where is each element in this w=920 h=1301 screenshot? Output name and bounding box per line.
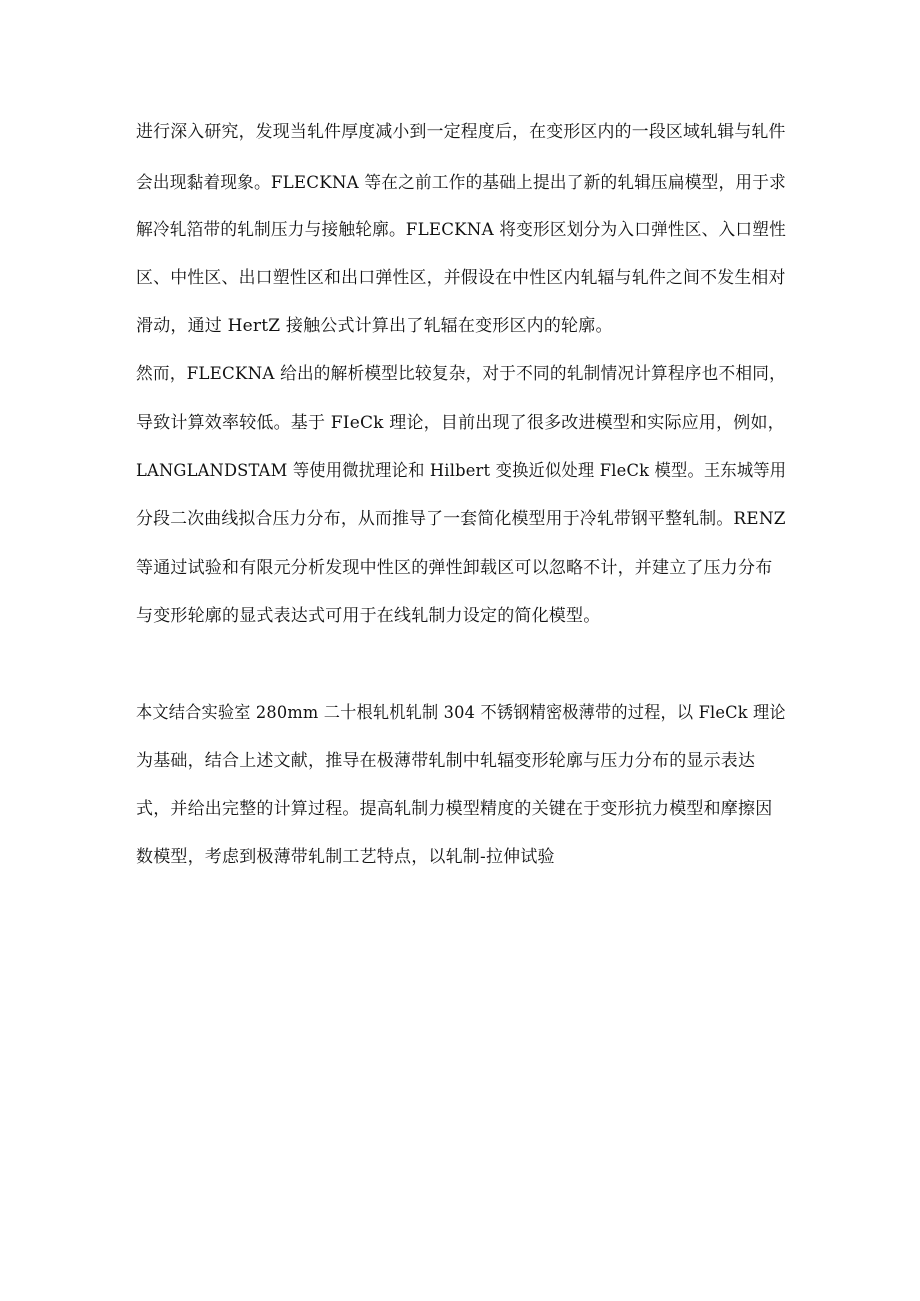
text-line: 解冷轧箔带的轧制压力与接触轮廓。FLECKNA 将变形区划分为入口弹性区、入口塑性 — [136, 220, 786, 240]
text-line: 滑动，通过 HertZ 接触公式计算出了轧辐在变形区内的轮廓。 — [136, 316, 613, 336]
text-line: 等通过试验和有限元分析发现中性区的弹性卸载区可以忽略不计，并建立了压力分布 — [136, 558, 773, 578]
text-line: 数模型，考虑到极薄带轧制工艺特点，以轧制-拉伸试验 — [136, 847, 555, 867]
text-line: 本文结合实验室 280mm 二十根轧机轧制 304 不锈钢精密极薄带的过程，以 FleCk 理论 — [136, 703, 786, 723]
text-line: 分段二次曲线拟合压力分布，从而推导了一套简化模型用于冷轧带钢平整轧制。RENZ — [136, 509, 786, 529]
text-line: LANGLANDSTAM 等使用微扰理论和 Hilbert 变换近似处理 FleCk 模型。王东城等用 — [136, 461, 787, 481]
text-line: 会出现黏着现象。FLECKNA 等在之前工作的基础上提出了新的轧辑压扁模型，用于求 — [136, 173, 786, 193]
text-line: 进行深入研究，发现当轧件厚度减小到一定程度后，在变形区内的一段区域轧辑与轧件 — [136, 122, 786, 142]
text-line: 然而，FLECKNA 给出的解析模型比较复杂，对于不同的轧制情况计算程序也不相同， — [136, 364, 786, 384]
text-line: 导致计算效率较低。基于 FIeCk 理论，目前出现了很多改进模型和实际应用，例如， — [136, 413, 785, 433]
text-line: 区、中性区、出口塑性区和出口弹性区，并假设在中性区内轧辐与轧件之间不发生相对 — [136, 268, 786, 288]
text-line: 为基础，结合上述文献，推导在极薄带轧制中轧辐变形轮廓与压力分布的显示表达 — [136, 751, 756, 771]
text-line: 式，并给出完整的计算过程。提高轧制力模型精度的关键在于变形抗力模型和摩擦因 — [136, 799, 773, 819]
text-line: 与变形轮廓的显式表达式可用于在线轧制力设定的简化模型。 — [136, 606, 601, 626]
